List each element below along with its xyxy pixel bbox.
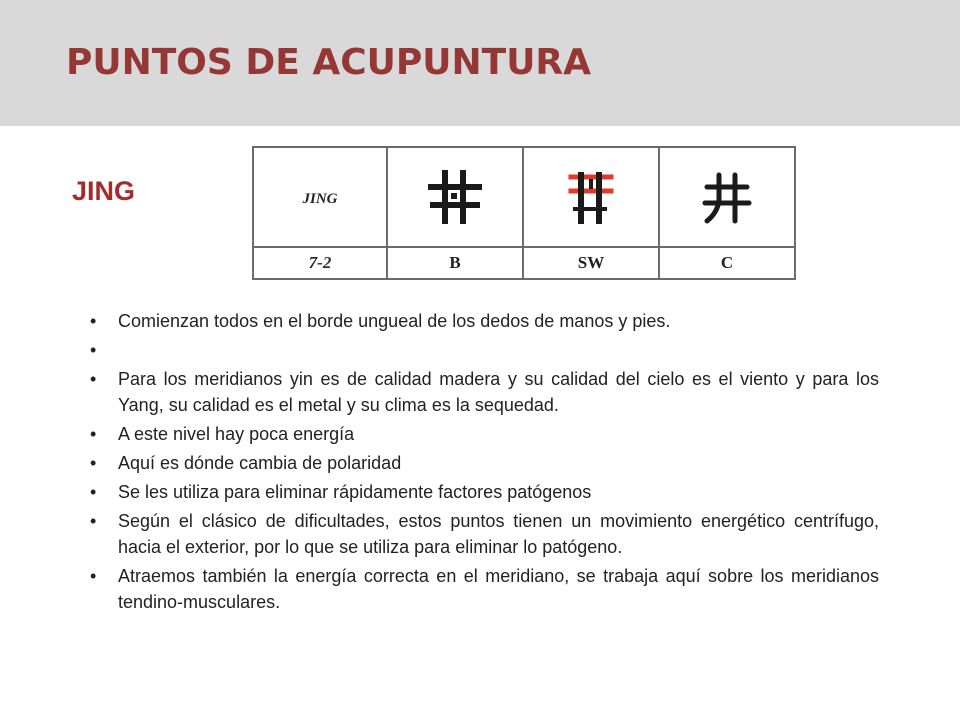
list-item: • Aquí es dónde cambia de polaridad (90, 450, 879, 476)
char-cell-ancient (387, 147, 523, 247)
section-subtitle: JING (72, 176, 136, 206)
number-dash: -2 (317, 253, 332, 272)
label-cell (253, 147, 387, 247)
list-item: • A este nivel hay poca energía (90, 421, 879, 447)
jing-table (252, 146, 796, 280)
letter-cell-sw: SW (523, 247, 659, 279)
page-title: PUNTOS DE ACUPUNTURA (66, 42, 592, 83)
list-item: • Según el clásico de dificultades, estos puntos tienen un movimiento energético centrífugo, hacia el exterior, por lo que se utiliza para eliminar lo patógeno. (90, 508, 879, 560)
number-main: 7 (308, 253, 318, 272)
list-item (90, 337, 879, 363)
jing-character-modern-icon (697, 167, 757, 227)
list-item: • Para los meridianos yin es de calidad madera y su calidad del cielo es el viento y para los Yang, su calidad es el metal y su clima es la sequedad. (90, 366, 879, 418)
char-cell-modern (659, 147, 795, 247)
letter-cell-b: B (387, 247, 523, 279)
number-cell (253, 247, 387, 279)
jing-label: JING (302, 190, 338, 207)
char-cell-red (523, 147, 659, 247)
jing-character-ancient-icon (425, 167, 485, 227)
list-item: • Atraemos también la energía correcta en el meridiano, se trabaja aquí sobre los meridianos tendino-musculares. (90, 563, 879, 615)
jing-character-red-icon (561, 167, 621, 227)
list-item: • Comienzan todos en el borde ungueal de los dedos de manos y pies. (90, 308, 879, 334)
bullet-list (90, 308, 879, 618)
list-item: • Se les utiliza para eliminar rápidamente factores patógenos (90, 479, 879, 505)
header-bar (0, 0, 960, 126)
letter-cell-c: C (659, 247, 795, 279)
